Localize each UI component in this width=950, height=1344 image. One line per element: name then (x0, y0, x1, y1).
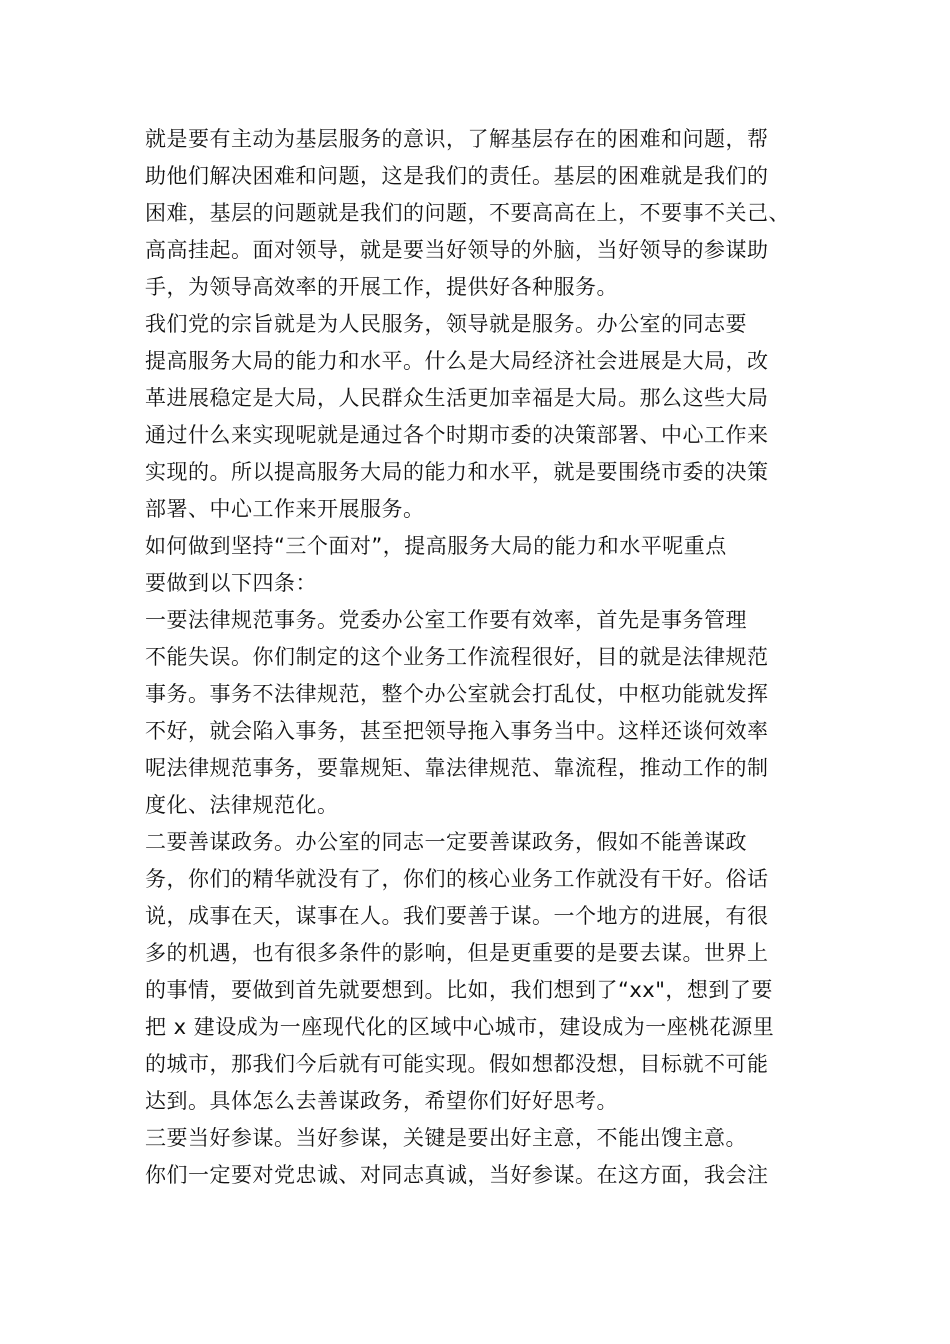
text-line: 达到。具体怎么去善谋政务，希望你们好好思考。 (145, 1089, 618, 1113)
text-line: 高高挂起。面对领导，就是要当好领导的外脑，当好领导的参谋助 (145, 238, 769, 262)
text-line: 呢法律规范事务，要靠规矩、靠法律规范、靠流程，推动工作的制 (145, 756, 769, 780)
text-line: 把 x 建设成为一座现代化的区域中心城市，建设成为一座桃花源里 (145, 1015, 775, 1039)
text-line: 二要善谋政务。办公室的同志一定要善谋政务，假如不能善谋政 (145, 830, 747, 854)
text-line: 你们一定要对党忠诚、对同志真诚，当好参谋。在这方面，我会注 (145, 1163, 769, 1187)
text-line: 手，为领导高效率的开展工作，提供好各种服务。 (145, 275, 618, 299)
text-line: 事务。事务不法律规范，整个办公室就会打乱仗，中枢功能就发挥 (145, 682, 769, 706)
text-line: 度化、法律规范化。 (145, 793, 339, 817)
text-line: 说，成事在天，谋事在人。我们要善于谋。一个地方的进展，有很 (145, 904, 769, 928)
text-line: 我们党的宗旨就是为人民服务，领导就是服务。办公室的同志要 (145, 312, 747, 336)
text-line: 革进展稳定是大局，人民群众生活更加幸福是大局。那么这些大局 (145, 386, 769, 410)
text-line: 助他们解决困难和问题，这是我们的责任。基层的困难就是我们的 (145, 164, 769, 188)
text-line: 的事情，要做到首先就要想到。比如，我们想到了“xx"，想到了要 (145, 978, 773, 1002)
text-line: 一要法律规范事务。党委办公室工作要有效率，首先是事务管理 (145, 608, 747, 632)
text-line: 务，你们的精华就没有了，你们的核心业务工作就没有干好。俗话 (145, 867, 769, 891)
text-line: 多的机遇，也有很多条件的影响，但是更重要的是要去谋。世界上 (145, 941, 769, 965)
text-line: 就是要有主动为基层服务的意识，了解基层存在的困难和问题，帮 (145, 127, 769, 151)
text-line: 提高服务大局的能力和水平。什么是大局经济社会进展是大局，改 (145, 349, 769, 373)
text-line: 如何做到坚持“三个面对”，提高服务大局的能力和水平呢重点 (145, 534, 727, 558)
text-line: 三要当好参谋。当好参谋，关键是要出好主意，不能出馊主意。 (145, 1126, 747, 1150)
text-line: 的城市，那我们今后就有可能实现。假如想都没想，目标就不可能 (145, 1052, 769, 1076)
text-line: 不好，就会陷入事务，甚至把领导拖入事务当中。这样还谈何效率 (145, 719, 769, 743)
body-text (145, 121, 805, 1194)
text-line: 要做到以下四条： (145, 571, 317, 595)
text-line: 通过什么来实现呢就是通过各个时期市委的决策部署、中心工作来 (145, 423, 769, 447)
text-line: 不能失误。你们制定的这个业务工作流程很好，目的就是法律规范 (145, 645, 769, 669)
text-line: 实现的。所以提高服务大局的能力和水平，就是要围绕市委的决策 (145, 460, 769, 484)
text-line: 困难，基层的问题就是我们的问题，不要高高在上，不要事不关己、 (145, 201, 790, 225)
text-line: 部署、中心工作来开展服务。 (145, 497, 425, 521)
